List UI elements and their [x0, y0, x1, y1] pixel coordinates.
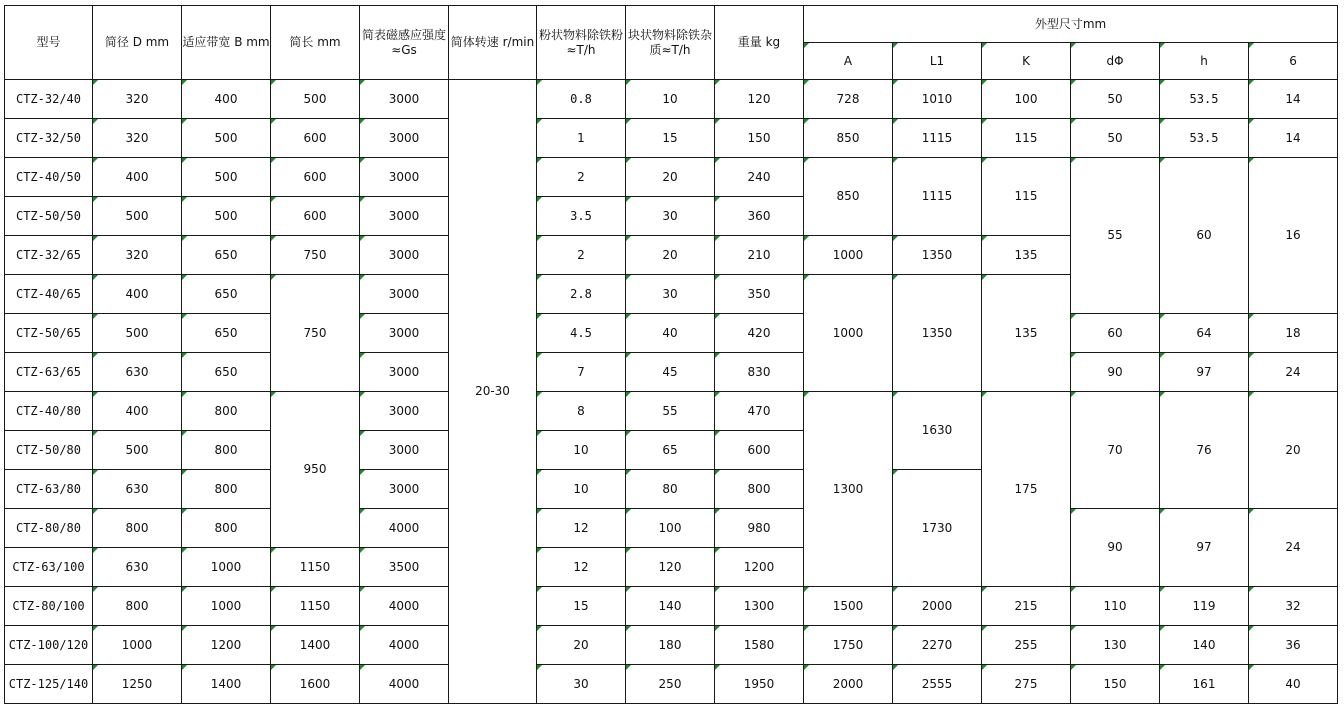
cell-K-merged: 135 — [982, 275, 1071, 392]
cell-weight: 360 — [715, 197, 804, 236]
table-row — [5, 119, 1338, 158]
cell-lump: 30 — [626, 275, 715, 314]
cell-field-strength: 3000 — [360, 392, 449, 431]
cell-lump: 10 — [626, 80, 715, 119]
cell-belt-width: 800 — [182, 470, 271, 509]
cell-A-merged: 1000 — [804, 275, 893, 392]
cell-field-strength: 3500 — [360, 548, 449, 587]
cell-model: CTZ-63/100 — [5, 548, 93, 587]
header-powder-capacity: 粉状物料除铁粉≈T/h — [537, 6, 626, 80]
cell-length: 1400 — [271, 626, 360, 665]
cell-diameter: 1000 — [93, 626, 182, 665]
cell-diameter: 320 — [93, 119, 182, 158]
header-6: 6 — [1249, 43, 1338, 80]
cell-K: 135 — [982, 236, 1071, 275]
cell-lump: 250 — [626, 665, 715, 704]
cell-weight: 210 — [715, 236, 804, 275]
cell-d-phi-merged: 70 — [1071, 392, 1160, 509]
cell-powder: 10 — [537, 431, 626, 470]
cell-diameter: 800 — [93, 509, 182, 548]
cell-field-strength: 3000 — [360, 236, 449, 275]
cell-model: CTZ-125/140 — [5, 665, 93, 704]
cell-h: 97 — [1160, 353, 1249, 392]
cell-L1-merged: 1730 — [893, 470, 982, 587]
cell-d-phi: 60 — [1071, 314, 1160, 353]
cell-lump: 100 — [626, 509, 715, 548]
cell-belt-width: 650 — [182, 236, 271, 275]
cell-belt-width: 500 — [182, 158, 271, 197]
cell-belt-width: 650 — [182, 353, 271, 392]
cell-field-strength: 4000 — [360, 509, 449, 548]
cell-K-merged: 115 — [982, 158, 1071, 236]
cell-h: 53.5 — [1160, 119, 1249, 158]
cell-model: CTZ-63/80 — [5, 470, 93, 509]
cell-6: 18 — [1249, 314, 1338, 353]
spec-table — [4, 5, 1338, 704]
cell-h: 140 — [1160, 626, 1249, 665]
cell-A-merged: 850 — [804, 158, 893, 236]
cell-belt-width: 1000 — [182, 587, 271, 626]
cell-model: CTZ-40/80 — [5, 392, 93, 431]
header-d-phi: dΦ — [1071, 43, 1160, 80]
cell-belt-width: 400 — [182, 80, 271, 119]
cell-speed-merged: 20-30 — [449, 80, 537, 704]
cell-length: 1150 — [271, 548, 360, 587]
cell-length: 1600 — [271, 665, 360, 704]
cell-K: 115 — [982, 119, 1071, 158]
cell-belt-width: 1000 — [182, 548, 271, 587]
cell-weight: 420 — [715, 314, 804, 353]
table-row — [5, 665, 1338, 704]
table-row — [5, 509, 1338, 548]
cell-6: 24 — [1249, 353, 1338, 392]
table-row — [5, 314, 1338, 353]
cell-lump: 20 — [626, 236, 715, 275]
cell-field-strength: 3000 — [360, 314, 449, 353]
cell-weight: 240 — [715, 158, 804, 197]
cell-diameter: 630 — [93, 353, 182, 392]
cell-belt-width: 1200 — [182, 626, 271, 665]
cell-model: CTZ-100/120 — [5, 626, 93, 665]
cell-field-strength: 3000 — [360, 353, 449, 392]
cell-field-strength: 4000 — [360, 587, 449, 626]
cell-length: 600 — [271, 119, 360, 158]
cell-A: 728 — [804, 80, 893, 119]
cell-length-merged: 950 — [271, 392, 360, 548]
cell-diameter: 630 — [93, 470, 182, 509]
cell-diameter: 630 — [93, 548, 182, 587]
cell-field-strength: 4000 — [360, 626, 449, 665]
cell-lump: 65 — [626, 431, 715, 470]
cell-belt-width: 500 — [182, 119, 271, 158]
cell-6: 40 — [1249, 665, 1338, 704]
cell-field-strength: 4000 — [360, 665, 449, 704]
cell-diameter: 320 — [93, 236, 182, 275]
cell-powder: 2 — [537, 236, 626, 275]
cell-weight: 1950 — [715, 665, 804, 704]
cell-field-strength: 3000 — [360, 470, 449, 509]
table-row — [5, 626, 1338, 665]
cell-weight: 980 — [715, 509, 804, 548]
cell-lump: 30 — [626, 197, 715, 236]
cell-belt-width: 650 — [182, 275, 271, 314]
header-length: 简长 mm — [271, 6, 360, 80]
cell-K: 215 — [982, 587, 1071, 626]
cell-K: 255 — [982, 626, 1071, 665]
cell-powder: 12 — [537, 509, 626, 548]
cell-model: CTZ-50/65 — [5, 314, 93, 353]
spec-sheet — [4, 5, 1338, 699]
cell-L1-merged: 1115 — [893, 158, 982, 236]
cell-powder: 2.8 — [537, 275, 626, 314]
cell-d-phi-merged: 90 — [1071, 509, 1160, 587]
cell-h: 64 — [1160, 314, 1249, 353]
cell-K: 100 — [982, 80, 1071, 119]
cell-powder: 4.5 — [537, 314, 626, 353]
header-row-1 — [5, 6, 1338, 43]
cell-weight: 350 — [715, 275, 804, 314]
cell-diameter: 320 — [93, 80, 182, 119]
cell-belt-width: 650 — [182, 314, 271, 353]
header-weight: 重量 kg — [715, 6, 804, 80]
cell-6: 36 — [1249, 626, 1338, 665]
cell-h-merged: 60 — [1160, 158, 1249, 314]
header-field-strength: 简表磁感应强度≈Gs — [360, 6, 449, 80]
cell-diameter: 500 — [93, 197, 182, 236]
cell-diameter: 1250 — [93, 665, 182, 704]
cell-A: 1750 — [804, 626, 893, 665]
header-A: A — [804, 43, 893, 80]
cell-lump: 55 — [626, 392, 715, 431]
cell-L1: 2270 — [893, 626, 982, 665]
table-row — [5, 80, 1338, 119]
cell-powder: 3.5 — [537, 197, 626, 236]
cell-powder: 10 — [537, 470, 626, 509]
cell-L1: 2555 — [893, 665, 982, 704]
cell-model: CTZ-32/40 — [5, 80, 93, 119]
cell-field-strength: 3000 — [360, 158, 449, 197]
cell-field-strength: 3000 — [360, 197, 449, 236]
cell-model: CTZ-40/65 — [5, 275, 93, 314]
header-h: h — [1160, 43, 1249, 80]
cell-h: 53.5 — [1160, 80, 1249, 119]
header-model: 型号 — [5, 6, 93, 80]
cell-K-merged: 175 — [982, 392, 1071, 587]
cell-6: 14 — [1249, 119, 1338, 158]
cell-belt-width: 800 — [182, 392, 271, 431]
cell-length-merged: 750 — [271, 275, 360, 392]
cell-6-merged: 24 — [1249, 509, 1338, 587]
cell-lump: 20 — [626, 158, 715, 197]
header-K: K — [982, 43, 1071, 80]
cell-field-strength: 3000 — [360, 119, 449, 158]
cell-length: 600 — [271, 197, 360, 236]
cell-powder: 30 — [537, 665, 626, 704]
table-row — [5, 353, 1338, 392]
cell-field-strength: 3000 — [360, 80, 449, 119]
cell-powder: 12 — [537, 548, 626, 587]
cell-A: 1500 — [804, 587, 893, 626]
header-L1: L1 — [893, 43, 982, 80]
cell-d-phi: 130 — [1071, 626, 1160, 665]
cell-h: 119 — [1160, 587, 1249, 626]
cell-h-merged: 97 — [1160, 509, 1249, 587]
cell-powder: 7 — [537, 353, 626, 392]
cell-model: CTZ-50/50 — [5, 197, 93, 236]
cell-diameter: 400 — [93, 275, 182, 314]
cell-6-merged: 20 — [1249, 392, 1338, 509]
cell-weight: 800 — [715, 470, 804, 509]
cell-powder: 0.8 — [537, 80, 626, 119]
cell-lump: 120 — [626, 548, 715, 587]
cell-weight: 150 — [715, 119, 804, 158]
cell-weight: 1580 — [715, 626, 804, 665]
cell-L1-merged: 1630 — [893, 392, 982, 470]
cell-L1: 1115 — [893, 119, 982, 158]
cell-L1: 2000 — [893, 587, 982, 626]
cell-lump: 140 — [626, 587, 715, 626]
cell-diameter: 800 — [93, 587, 182, 626]
cell-6: 32 — [1249, 587, 1338, 626]
cell-lump: 40 — [626, 314, 715, 353]
header-diameter: 简径 D mm — [93, 6, 182, 80]
cell-field-strength: 3000 — [360, 275, 449, 314]
cell-powder: 2 — [537, 158, 626, 197]
cell-L1: 1010 — [893, 80, 982, 119]
cell-h: 161 — [1160, 665, 1249, 704]
cell-model: CTZ-80/80 — [5, 509, 93, 548]
cell-lump: 80 — [626, 470, 715, 509]
header-outer-dimensions: 外型尺寸mm — [804, 6, 1338, 43]
cell-d-phi: 90 — [1071, 353, 1160, 392]
table-row — [5, 392, 1338, 431]
cell-weight: 600 — [715, 431, 804, 470]
cell-model: CTZ-32/65 — [5, 236, 93, 275]
cell-weight: 830 — [715, 353, 804, 392]
cell-powder: 20 — [537, 626, 626, 665]
cell-model: CTZ-50/80 — [5, 431, 93, 470]
cell-weight: 120 — [715, 80, 804, 119]
cell-lump: 45 — [626, 353, 715, 392]
cell-model: CTZ-40/50 — [5, 158, 93, 197]
cell-field-strength: 3000 — [360, 431, 449, 470]
cell-lump: 180 — [626, 626, 715, 665]
cell-A: 2000 — [804, 665, 893, 704]
cell-length: 500 — [271, 80, 360, 119]
cell-d-phi: 50 — [1071, 80, 1160, 119]
cell-K: 275 — [982, 665, 1071, 704]
cell-weight: 1200 — [715, 548, 804, 587]
cell-powder: 8 — [537, 392, 626, 431]
cell-belt-width: 500 — [182, 197, 271, 236]
header-speed: 简体转速 r/min — [449, 6, 537, 80]
cell-length: 750 — [271, 236, 360, 275]
cell-powder: 15 — [537, 587, 626, 626]
cell-model: CTZ-32/50 — [5, 119, 93, 158]
table-row — [5, 158, 1338, 197]
cell-weight: 470 — [715, 392, 804, 431]
cell-d-phi: 150 — [1071, 665, 1160, 704]
cell-diameter: 500 — [93, 314, 182, 353]
header-lump-capacity: 块状物料除铁杂质≈T/h — [626, 6, 715, 80]
cell-A: 1000 — [804, 236, 893, 275]
cell-diameter: 400 — [93, 392, 182, 431]
cell-model: CTZ-80/100 — [5, 587, 93, 626]
cell-powder: 1 — [537, 119, 626, 158]
cell-diameter: 500 — [93, 431, 182, 470]
cell-lump: 15 — [626, 119, 715, 158]
cell-d-phi-merged: 55 — [1071, 158, 1160, 314]
cell-d-phi: 110 — [1071, 587, 1160, 626]
cell-model: CTZ-63/65 — [5, 353, 93, 392]
cell-d-phi: 50 — [1071, 119, 1160, 158]
cell-diameter: 400 — [93, 158, 182, 197]
cell-weight: 1300 — [715, 587, 804, 626]
cell-length: 1150 — [271, 587, 360, 626]
cell-belt-width: 800 — [182, 431, 271, 470]
cell-L1: 1350 — [893, 236, 982, 275]
cell-A: 850 — [804, 119, 893, 158]
cell-belt-width: 1400 — [182, 665, 271, 704]
cell-belt-width: 800 — [182, 509, 271, 548]
cell-6-merged: 16 — [1249, 158, 1338, 314]
cell-A-merged: 1300 — [804, 392, 893, 587]
cell-6: 14 — [1249, 80, 1338, 119]
table-row — [5, 587, 1338, 626]
cell-L1-merged: 1350 — [893, 275, 982, 392]
cell-h-merged: 76 — [1160, 392, 1249, 509]
cell-length: 600 — [271, 158, 360, 197]
header-belt-width: 适应带宽 B mm — [182, 6, 271, 80]
